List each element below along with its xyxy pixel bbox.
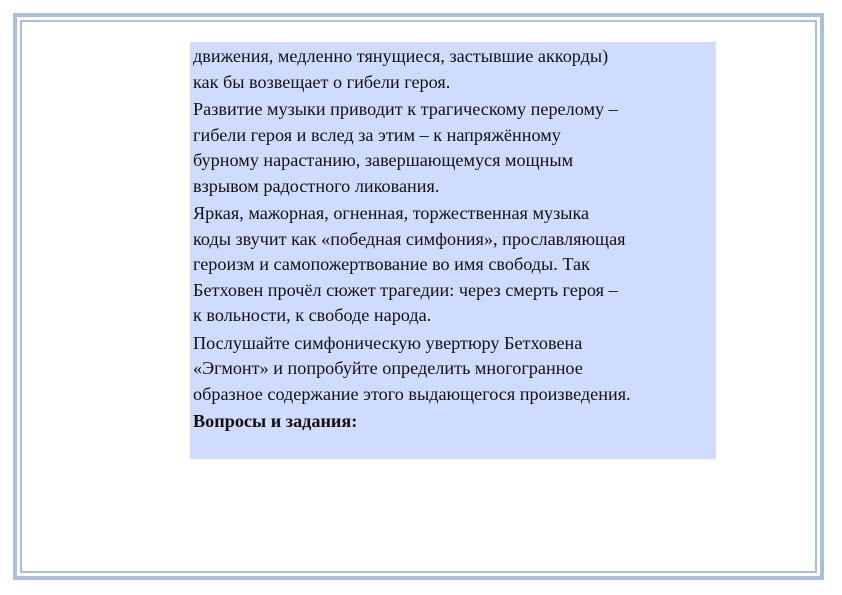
paragraph-2: Развитие музыки приводит к трагическому перелому – гибели героя и вслед за этим – к напряжённому бурному нарастанию, завершающемуся мощным взрывом радостного ликования. (193, 99, 618, 196)
paragraph-3: Яркая, мажорная, огненная, торжественная музыка коды звучит как «победная симфония», прославляющая героизм и самопожертвование во имя свободы. Так Бетховен прочёл сюжет трагедии: через смерть героя – к вольности, к свободе народа. (193, 203, 626, 325)
paragraph-1: движения, медленно тянущиеся, застывшие аккорды) как бы возвещает о гибели героя. (193, 46, 609, 92)
paragraph-4: Послушайте симфоническую увертюру Бетховена «Эгмонт» и попробуйте определить многогранное образное содержание этого выдающегося произведения. (193, 332, 631, 404)
questions-heading: Вопросы и задания: (193, 411, 358, 431)
text-block (190, 42, 716, 459)
